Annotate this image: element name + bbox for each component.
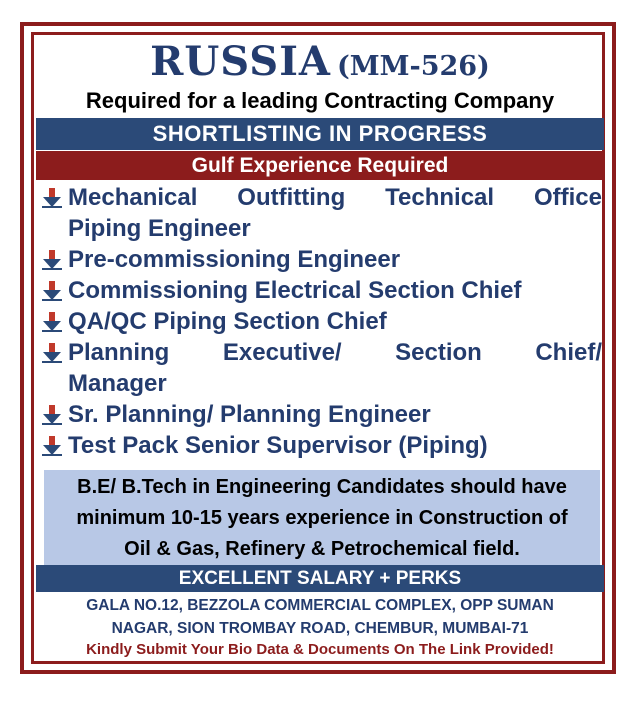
- title-country: RUSSIA: [150, 38, 331, 85]
- job-title: Pre-commissioning Engineer: [68, 246, 401, 273]
- status-band: SHORTLISTING IN PROGRESS: [36, 118, 604, 150]
- job-title: Manager: [68, 370, 167, 397]
- job-title: Test Pack Senior Supervisor (Piping): [68, 432, 488, 459]
- qualification-line: Oil & Gas, Refinery & Petrochemical field.: [124, 538, 520, 560]
- job-item: [40, 306, 602, 337]
- job-title: Piping Engineer: [68, 215, 251, 242]
- down-arrow-icon: [42, 188, 62, 208]
- job-title: Planning Executive/ Section Chief/: [68, 339, 602, 366]
- down-arrow-icon: [42, 436, 62, 456]
- salary-band: EXCELLENT SALARY + PERKS: [36, 565, 604, 592]
- submit-note: Kindly Submit Your Bio Data & Documents On The Link Provided!: [86, 641, 554, 658]
- job-title: QA/QC Piping Section Chief: [68, 308, 387, 335]
- job-item: [40, 275, 602, 306]
- job-item-continuation: [40, 213, 602, 244]
- job-item: [40, 244, 602, 275]
- down-arrow-icon: [42, 281, 62, 301]
- qualification-box: [44, 470, 600, 567]
- page-title: [0, 38, 640, 85]
- job-item: [40, 337, 602, 368]
- job-item: [40, 182, 602, 213]
- down-arrow-icon: [42, 250, 62, 270]
- job-item: [40, 430, 602, 461]
- qualification-line: minimum 10-15 years experience in Construction of: [76, 507, 568, 529]
- address-line: NAGAR, SION TROMBAY ROAD, CHEMBUR, MUMBAI-71: [111, 620, 529, 637]
- address-line: GALA NO.12, BEZZOLA COMMERCIAL COMPLEX, OPP SUMAN: [86, 597, 554, 614]
- experience-band: Gulf Experience Required: [36, 151, 604, 180]
- address-block: [36, 594, 604, 640]
- subtitle: Required for a leading Contracting Company: [85, 88, 555, 113]
- title-code: (MM-526): [336, 51, 490, 82]
- job-item: [40, 399, 602, 430]
- job-list: [40, 182, 602, 461]
- job-title: Commissioning Electrical Section Chief: [68, 277, 522, 304]
- job-item-continuation: [40, 368, 602, 399]
- job-title: Mechanical Outfitting Technical Office: [68, 184, 602, 211]
- qualification-line: B.E/ B.Tech in Engineering Candidates should have: [77, 476, 567, 498]
- down-arrow-icon: [42, 343, 62, 363]
- down-arrow-icon: [42, 312, 62, 332]
- job-title: Sr. Planning/ Planning Engineer: [68, 401, 431, 428]
- down-arrow-icon: [42, 405, 62, 425]
